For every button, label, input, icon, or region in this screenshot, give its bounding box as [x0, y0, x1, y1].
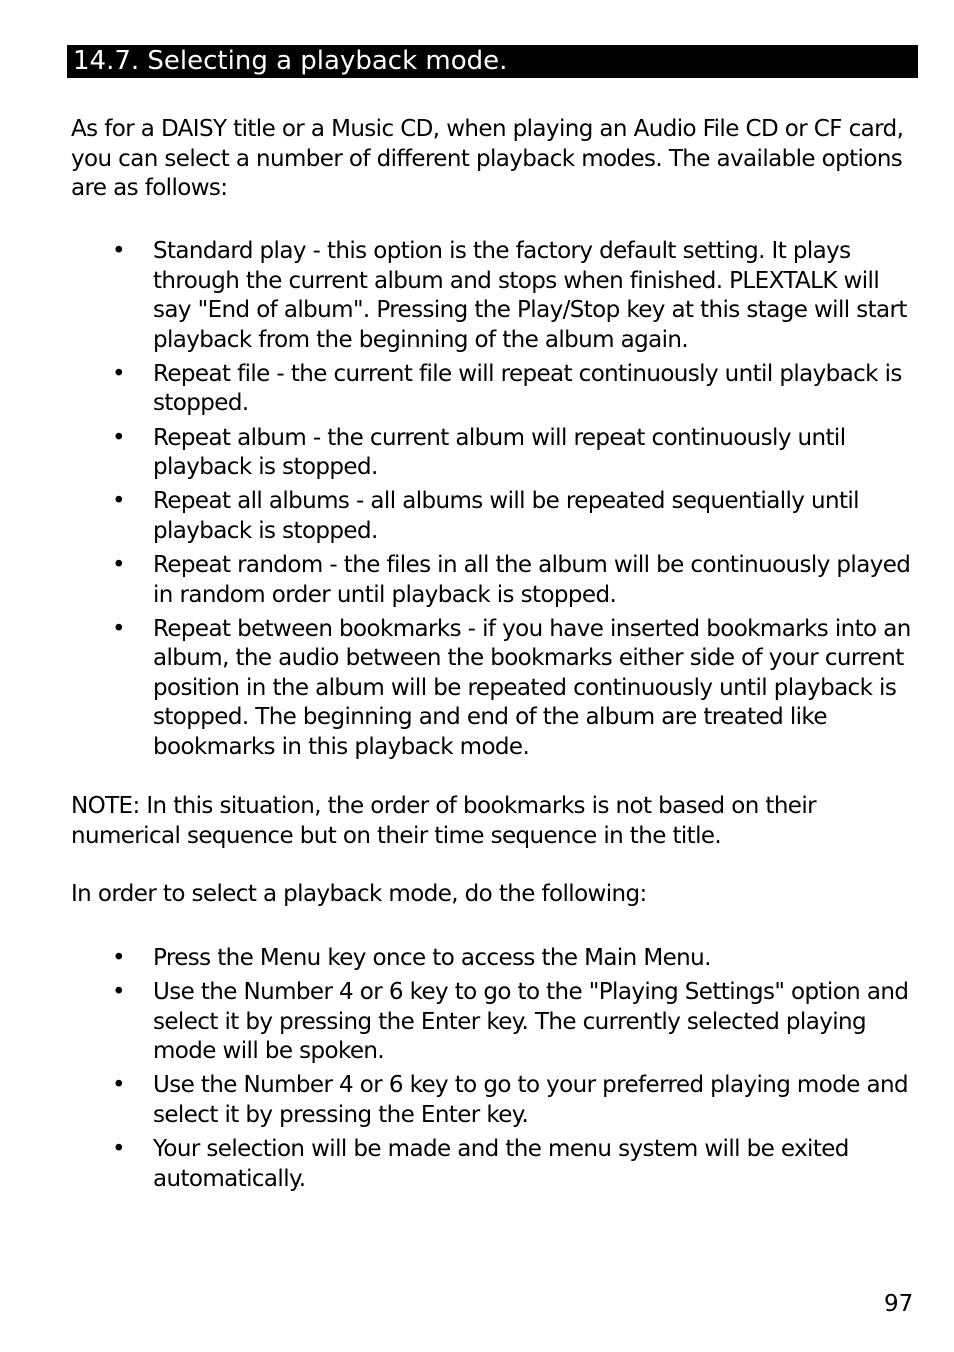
- list-item: • Repeat between bookmarks - if you have inserted bookmarks into an album, the audio between the bookmarks either side of your current position in the album will be repeated continuously until playback is stopped. The beginning and end of the album are treated like bookmarks in this playback mode.: [71, 615, 921, 763]
- list-item: • Use the Number 4 or 6 key to go to your preferred playing mode and select it by pressing the Enter key.: [71, 1071, 921, 1130]
- steps-intro: In order to select a playback mode, do the following:: [71, 881, 647, 907]
- intro-paragraph: As for a DAISY title or a Music CD, when playing an Audio File CD or CF card, you can select a number of different playback modes. The available options are as follows:: [71, 116, 904, 202]
- list-item: • Press the Menu key once to access the Main Menu.: [71, 944, 921, 974]
- page-number: 97: [884, 1291, 914, 1317]
- list-item: • Repeat all albums - all albums will be repeated sequentially until playback is stopped.: [71, 487, 921, 546]
- steps-list: [71, 944, 921, 1199]
- note-paragraph: NOTE: In this situation, the order of bookmarks is not based on their numerical sequence but on their time sequence in the title.: [71, 793, 817, 849]
- list-item: • Use the Number 4 or 6 key to go to the "Playing Settings" option and select it by pressing the Enter key. The currently selected playing mode will be spoken.: [71, 978, 921, 1067]
- list-item: • Standard play - this option is the factory default setting. It plays through the current album and stops when finished. PLEXTALK will say "End of album". Pressing the Play/Stop key at this stage will start playback from the beginning of the album again.: [71, 237, 921, 355]
- section-heading: 14.7. Selecting a playback mode.: [67, 45, 918, 78]
- modes-list: [71, 237, 921, 767]
- list-item: • Your selection will be made and the menu system will be exited automatically.: [71, 1135, 921, 1194]
- list-item: • Repeat file - the current file will repeat continuously until playback is stopped.: [71, 360, 921, 419]
- list-item: • Repeat album - the current album will repeat continuously until playback is stopped.: [71, 424, 921, 483]
- list-item: • Repeat random - the files in all the album will be continuously played in random order until playback is stopped.: [71, 551, 921, 610]
